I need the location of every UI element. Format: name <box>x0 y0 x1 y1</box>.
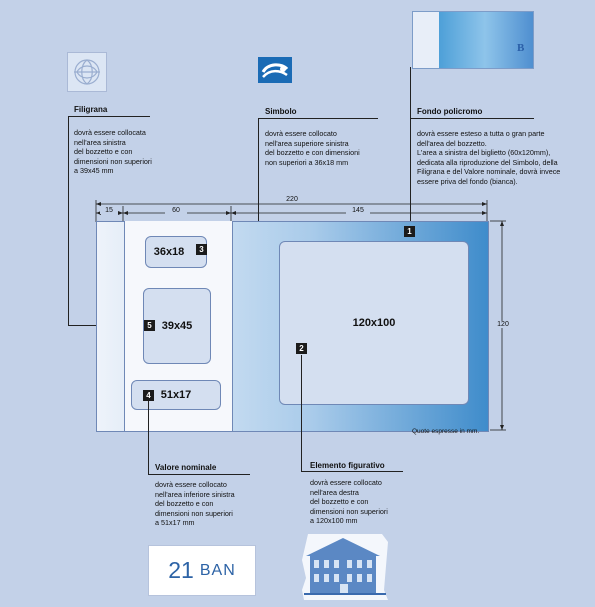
units-note: Quote espresse in mm. <box>412 428 480 435</box>
elemento-description: dovrà essere collocato nell'area destra del bozzetto e con dimensioni non superiori a 120x100 mm <box>310 478 388 526</box>
dim-middle-label: 60 <box>165 207 187 214</box>
elemento-title: Elemento figurativo <box>310 461 385 470</box>
valore-sample <box>148 545 256 596</box>
simbolo-box-label: 36x18 <box>153 246 185 258</box>
simbolo-description: dovrà essere collocato nell'area superiore sinistra del bozzetto e con dimensioni non superiori a 36x18 mm <box>265 129 360 167</box>
simbolo-title: Simbolo <box>265 107 297 116</box>
valore-description: dovrà essere collocato nell'area inferiore sinistra del bozzetto e con dimensioni non superiori a 51x17 mm <box>155 480 235 528</box>
dim-total-label: 220 <box>280 196 304 203</box>
valore-underline <box>148 474 250 475</box>
elemento-box-label: 120x100 <box>352 317 396 329</box>
valore-leader <box>148 401 149 474</box>
dim-left-label: 15 <box>100 207 118 214</box>
fondo-title: Fondo policromo <box>417 107 483 116</box>
fondo-sample-letter: B <box>517 42 525 54</box>
valore-box-label: 51x17 <box>160 389 192 401</box>
valore-sample-number: 21 <box>168 557 194 583</box>
badge-filigrana: 5 <box>144 320 155 331</box>
badge-simbolo: 3 <box>196 244 207 255</box>
badge-valore: 4 <box>143 390 154 401</box>
badge-elemento: 2 <box>296 343 307 354</box>
fondo-description: dovrà essere esteso a tutta o gran parte dell'area del bozzetto. L'area a sinistra del biglietto (60x120mm), dedicata alla riproduzione del Simbolo, della Filigrana e del Valore nominale, dovrà invece essere priva del fondo (bianca). <box>417 129 561 186</box>
elemento-leader <box>301 355 302 471</box>
elemento-underline <box>301 471 403 472</box>
dim-right-label: 145 <box>346 207 370 214</box>
filigrana-box-label: 39x45 <box>161 320 193 332</box>
valore-sample-currency: BAN <box>199 561 236 579</box>
filigrana-description: dovrà essere collocata nell'area sinistra del bozzetto e con dimensioni non superiori a 39x45 mm <box>74 128 152 176</box>
badge-fondo: 1 <box>404 226 415 237</box>
filigrana-title: Filigrana <box>74 105 108 114</box>
valore-title: Valore nominale <box>155 463 217 472</box>
dim-height-label: 120 <box>494 321 512 328</box>
elemento-sample-building <box>300 530 390 602</box>
elemento-box <box>279 241 469 405</box>
